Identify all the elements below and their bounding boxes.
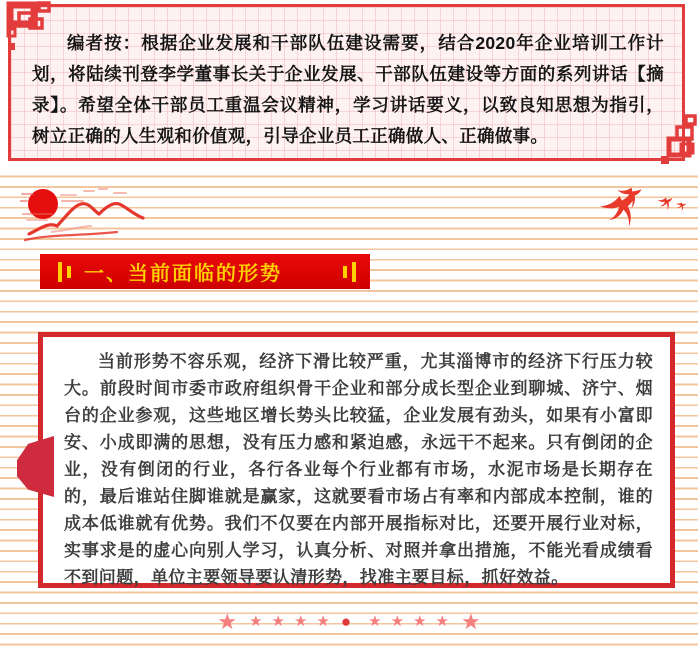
dot-icon: ● — [340, 612, 352, 631]
speech-quote-text: 当前形势不容乐观，经济下滑比较严重，尤其淄博市的经济下行压力较大。前段时间市委市政府组织骨干企业和部分成长型企业到聊城、济宁、烟台的企业参观，这些地区增长势头比较猛，企业发展有劲头，如果有小富即安、小成即满的思想，没有压力感和紧迫感，永远干不起来。只有倒闭的企业，没有倒闭的行业，各行各业每个行业都有市场，水泥市场是长期存在的，最后谁站住脚谁就是赢家，这就要看市场占有率和内部成本控制，谁的成本低谁就有优势。我们不仅要在内部开展指标对比，还要开展行业对标，实事求是的虚心向别人学习，认真分析、对照并拿出措施，不能光看成绩看不到问题，单位主要领导要认清形势，找准主要目标，抓好效益。 — [64, 352, 653, 587]
fret-dot — [661, 156, 669, 164]
footer-star-divider — [0, 611, 698, 633]
star-icon: ★★★★ — [249, 613, 339, 630]
section-banner — [40, 254, 370, 289]
fret-corner-ornament-top-left-icon — [6, 1, 68, 53]
section-title: 一、当前面临的形势 — [84, 263, 282, 285]
star-icon: ★ — [217, 609, 238, 634]
sun-mountains-icon — [20, 186, 172, 244]
fret-dot — [8, 43, 15, 50]
banner-left-marks-icon — [58, 262, 71, 282]
star-icon: ★ — [460, 609, 481, 634]
banner-right-marks-icon — [343, 262, 356, 282]
editor-note-text: 编者按：根据企业发展和干部队伍建设需要，结合2020年企业培训工作计划，将陆续刊登李学董事长关于企业发展、干部队伍建设等方面的系列讲话【摘录】。希望全体干部员工重温会议精神，学习讲话要义，以致良知思想为指引，树立正确的人生观和价值观，引导企业员工正确做人、正确做事。 — [32, 33, 664, 146]
speech-quote-box — [38, 332, 675, 588]
star-icon: ★★★★ — [368, 613, 458, 630]
fret-corner-ornament-bottom-right-icon — [660, 113, 697, 165]
editor-note-box — [8, 4, 685, 161]
flying-birds-icon — [597, 183, 694, 240]
